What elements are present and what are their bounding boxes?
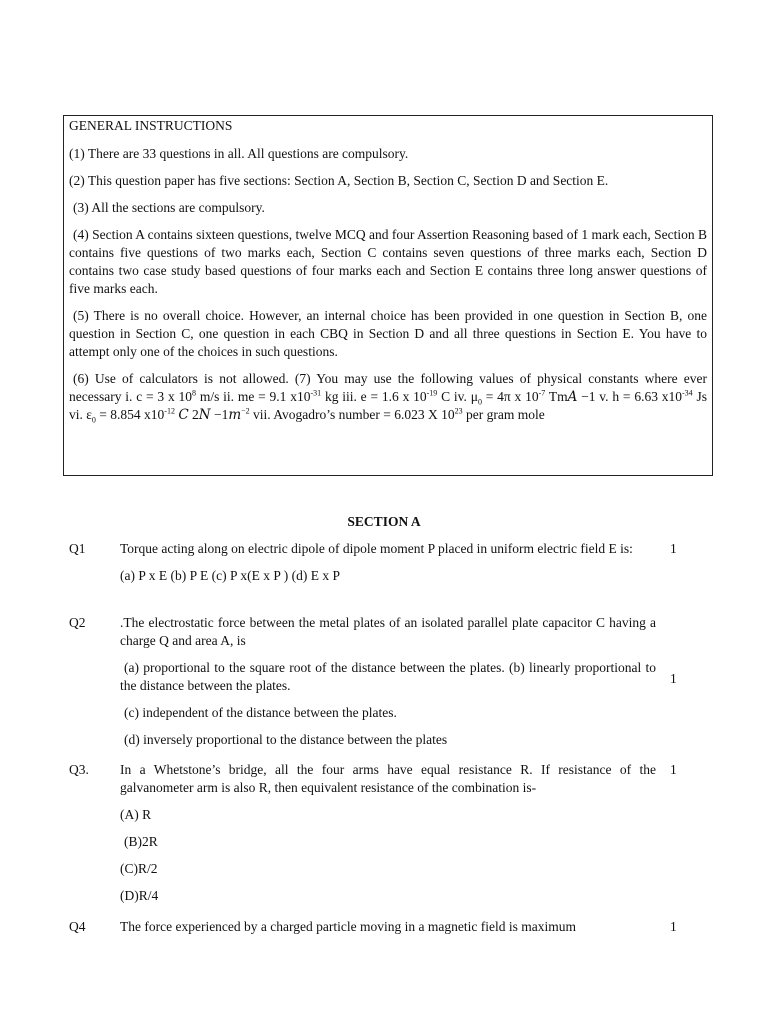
instruction-item: (3) All the sections are compulsory.: [73, 200, 265, 215]
question-option: (d) inversely proportional to the distance between the plates: [124, 732, 448, 747]
question-number: Q2: [69, 615, 86, 630]
constants-superscript: 23: [454, 406, 463, 416]
constants-text: = 4π x 10: [481, 389, 539, 404]
general-instructions-box: [63, 115, 713, 476]
question-option: (C)R/2: [120, 861, 158, 876]
question-number: Q4: [69, 919, 86, 934]
constants-subscript: 0: [91, 415, 96, 425]
question-body: [120, 614, 656, 758]
question-text: .The electrostatic force between the metal plates of an isolated parallel plate capacitor C having a charge Q and area A, is: [120, 615, 656, 648]
instruction-item: (5) There is no overall choice. However, an internal choice has been provided in one question in Section B, one question in Section C, one question in each CBQ in Section D and all three questions in Section E. You have to attempt only one of the choices in such questions.: [69, 308, 707, 359]
constants-text: Js vi. ε: [69, 389, 707, 422]
constants-text: kg iii. e = 1.6 x 10: [321, 389, 427, 404]
instruction-item-constants: [69, 370, 707, 424]
constants-text: m/s ii. me = 9.1 x10: [196, 389, 311, 404]
constants-superscript: 8: [192, 388, 197, 398]
constants-text: per gram mole: [462, 407, 545, 422]
constants-subscript: 0: [477, 397, 482, 407]
question-text: The force experienced by a charged particle moving in a magnetic field is maximum: [120, 919, 576, 934]
question-text: In a Whetstone’s bridge, all the four arms have equal resistance R. If resistance of the galvanometer arm is also R, then equivalent resistance of the combination is-: [120, 762, 656, 795]
constants-superscript: −2: [241, 406, 250, 416]
constants-text: C iv. μ: [437, 389, 478, 404]
question-text: Torque acting along on electric dipole of dipole moment P placed in uniform electric field E is:: [120, 541, 633, 556]
question-marks: 1: [670, 919, 677, 934]
question-option: (c) independent of the distance between the plates.: [124, 705, 397, 720]
constants-superscript: -31: [310, 388, 322, 398]
question-option: (D)R/4: [120, 888, 159, 903]
question-options: (a) P x E (b) P E (c) P x(E x P ) (d) E x P: [120, 568, 340, 583]
constants-text: = 8.854 x10: [95, 407, 165, 422]
instruction-item: (4) Section A contains sixteen questions, twelve MCQ and four Assertion Reasoning based of 1 mark each, Section B contains five questions of two marks each, Section C contains seven questions of three marks each, Section D contains two case study based questions of four marks each and Section E contains three long answer questions of five marks each.: [69, 227, 707, 296]
section-a-heading: SECTION A: [347, 514, 421, 529]
question-option: (a) proportional to the square root of the distance between the plates. (b) linearly proportional to the distance between the plates.: [120, 660, 656, 693]
question-marks: 1: [670, 762, 677, 777]
constants-text: 𝐶 2𝑁 −1𝑚: [174, 407, 242, 422]
question-body: [120, 761, 656, 914]
question-marks: 1: [670, 541, 677, 556]
constants-text: (6) Use of calculators is not allowed. (7) You may use the following values of physical constants where ever necessary i. c = 3 x 10: [69, 371, 707, 404]
instruction-item: (1) There are 33 questions in all. All questions are compulsory.: [69, 146, 409, 161]
constants-superscript: -12: [164, 406, 175, 416]
question-number: Q3.: [69, 762, 89, 777]
instruction-item: (2) This question paper has five sections: Section A, Section B, Section C, Section D and Section E.: [69, 173, 609, 188]
question-option: (B)2R: [124, 834, 158, 849]
question-body: [120, 918, 656, 945]
constants-text: Tm𝐴 −1 v. h = 6.63 x10: [545, 389, 683, 404]
constants-superscript: -34: [682, 388, 693, 398]
instructions-title: GENERAL INSTRUCTIONS: [69, 118, 233, 133]
constants-superscript: -19: [426, 388, 438, 398]
question-marks: 1: [670, 671, 677, 686]
constants-text: vii. Avogadro’s number = 6.023 X 10: [249, 407, 455, 422]
question-option: (A) R: [120, 807, 152, 822]
constants-superscript: -7: [538, 388, 546, 398]
question-body: [120, 540, 656, 594]
question-number: Q1: [69, 541, 86, 556]
